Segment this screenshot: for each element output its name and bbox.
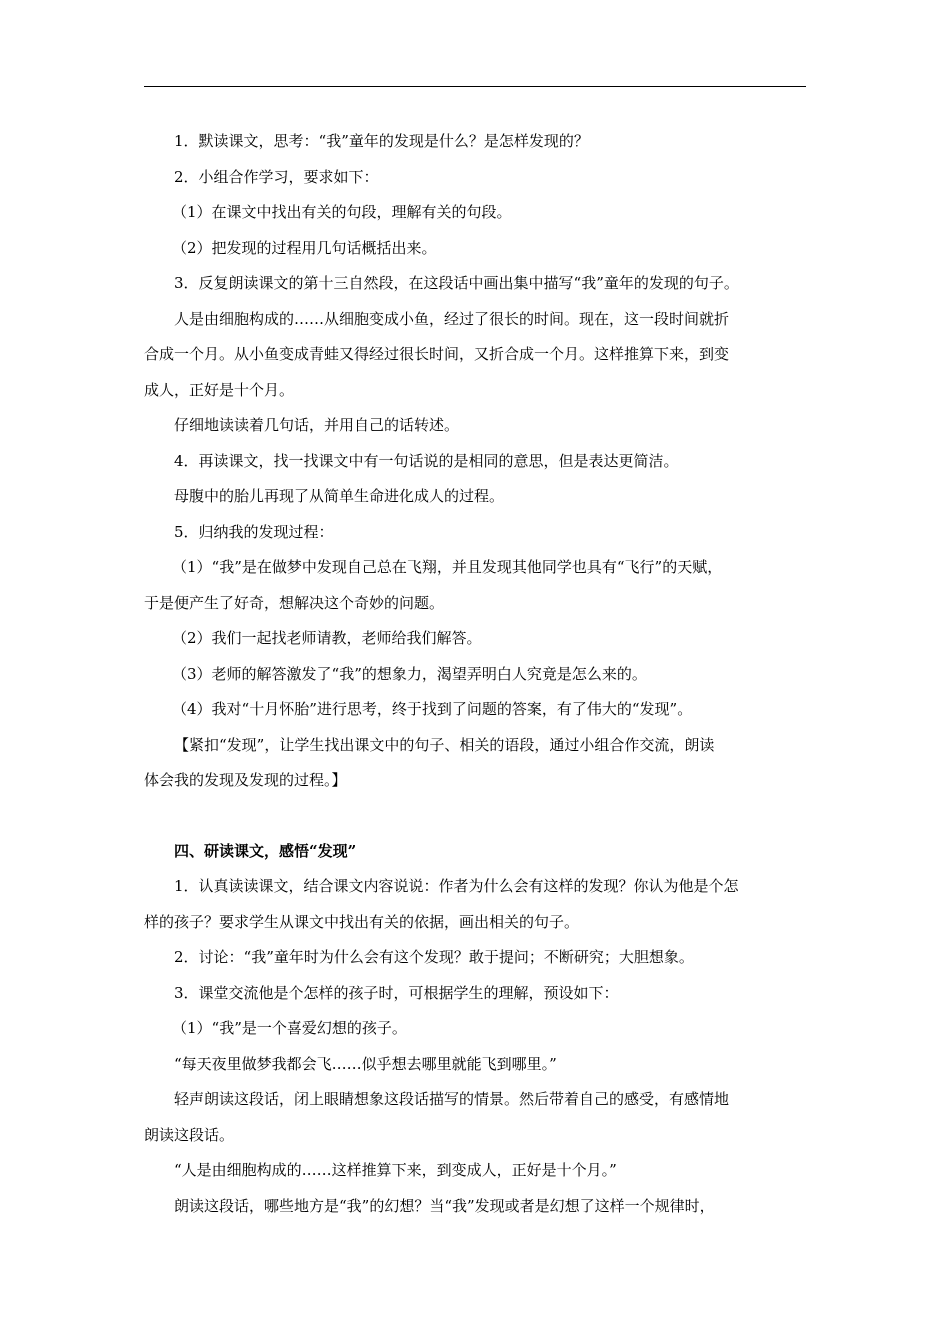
paragraph-line: 2．讨论：“我”童年时为什么会有这个发现？敢于提问；不断研究；大胆想象。 — [174, 948, 694, 966]
paragraph-line: 朗读这段话。 — [144, 1125, 235, 1144]
paragraph-line: 合成一个月。从小鱼变成青蛙又得经过很长时间，又折合成一个月。这样推算下来，到变 — [144, 345, 730, 363]
document-body — [144, 124, 816, 1224]
blank-line — [144, 799, 816, 834]
paragraph-line: （2）我们一起找老师请教，老师给我们解答。 — [172, 629, 482, 647]
paragraph-line: 仔细地读读着几句话，并用自己的话转述。 — [174, 416, 460, 434]
header-rule — [144, 86, 806, 87]
paragraph-line: 【紧扣“发现”，让学生找出课文中的句子、相关的语段，通过小组合作交流，朗读 — [174, 735, 715, 754]
paragraph-line: 人是由细胞构成的……从细胞变成小鱼，经过了很长的时间。现在，这一段时间就折 — [174, 309, 730, 328]
paragraph-line: 2．小组合作学习，要求如下： — [174, 167, 379, 186]
paragraph-line: 1．默读课文，思考：“我”童年的发现是什么？是怎样发现的？ — [174, 132, 589, 150]
paragraph-line: 于是便产生了好奇，想解决这个奇妙的问题。 — [144, 593, 445, 612]
paragraph-line: （1）“我”是一个喜爱幻想的孩子。 — [172, 1019, 407, 1037]
paragraph-line: （2）把发现的过程用几句话概括出来。 — [172, 238, 437, 257]
paragraph-line: 3．反复朗读课文的第十三自然段，在这段话中画出集中描写“我”童年的发现的句子。 — [174, 274, 739, 292]
paragraph-line: （3）老师的解答激发了“我”的想象力，渴望弄明白人究竟是怎么来的。 — [172, 664, 647, 683]
section-heading: 四、研读课文，感悟“发现” — [174, 841, 357, 860]
paragraph-line: 样的孩子？要求学生从课文中找出有关的依据，画出相关的句子。 — [144, 912, 580, 931]
paragraph-line: 5．归纳我的发现过程： — [174, 522, 334, 541]
paragraph-line: 4．再读课文，找一找课文中有一句话说的是相同的意思，但是表达更简洁。 — [174, 451, 679, 470]
paragraph-line: “每天夜里做梦我都会飞……似乎想去哪里就能飞到哪里。” — [174, 1054, 557, 1073]
paragraph-line: 母腹中的胎儿再现了从简单生命进化成人的过程。 — [174, 487, 505, 505]
paragraph-line: 3．课堂交流他是个怎样的孩子时，可根据学生的理解，预设如下： — [174, 983, 619, 1002]
paragraph-line: 轻声朗读这段话，闭上眼睛想象这段话描写的情景。然后带着自己的感受，有感情地 — [174, 1090, 730, 1108]
paragraph-line: （4）我对“十月怀胎”进行思考，终于找到了问题的答案，有了伟大的“发现”。 — [172, 700, 693, 718]
paragraph-line: 朗读这段话，哪些地方是“我”的幻想？当“我”发现或者是幻想了这样一个规律时， — [174, 1196, 715, 1215]
paragraph-line: 成人，正好是十个月。 — [144, 380, 295, 399]
paragraph-line: 1．认真读读课文，结合课文内容说说：作者为什么会有这样的发现？你认为他是个怎 — [174, 877, 739, 895]
paragraph-line: （1）“我”是在做梦中发现自己总在飞翔，并且发现其他同学也具有“飞行”的天赋， — [172, 558, 723, 576]
paragraph-line: （1）在课文中找出有关的句段，理解有关的句段。 — [172, 203, 512, 221]
paragraph-line: 体会我的发现及发现的过程。】 — [144, 771, 347, 789]
paragraph-line: “人是由细胞构成的……这样推算下来，到变成人，正好是十个月。” — [174, 1161, 617, 1179]
